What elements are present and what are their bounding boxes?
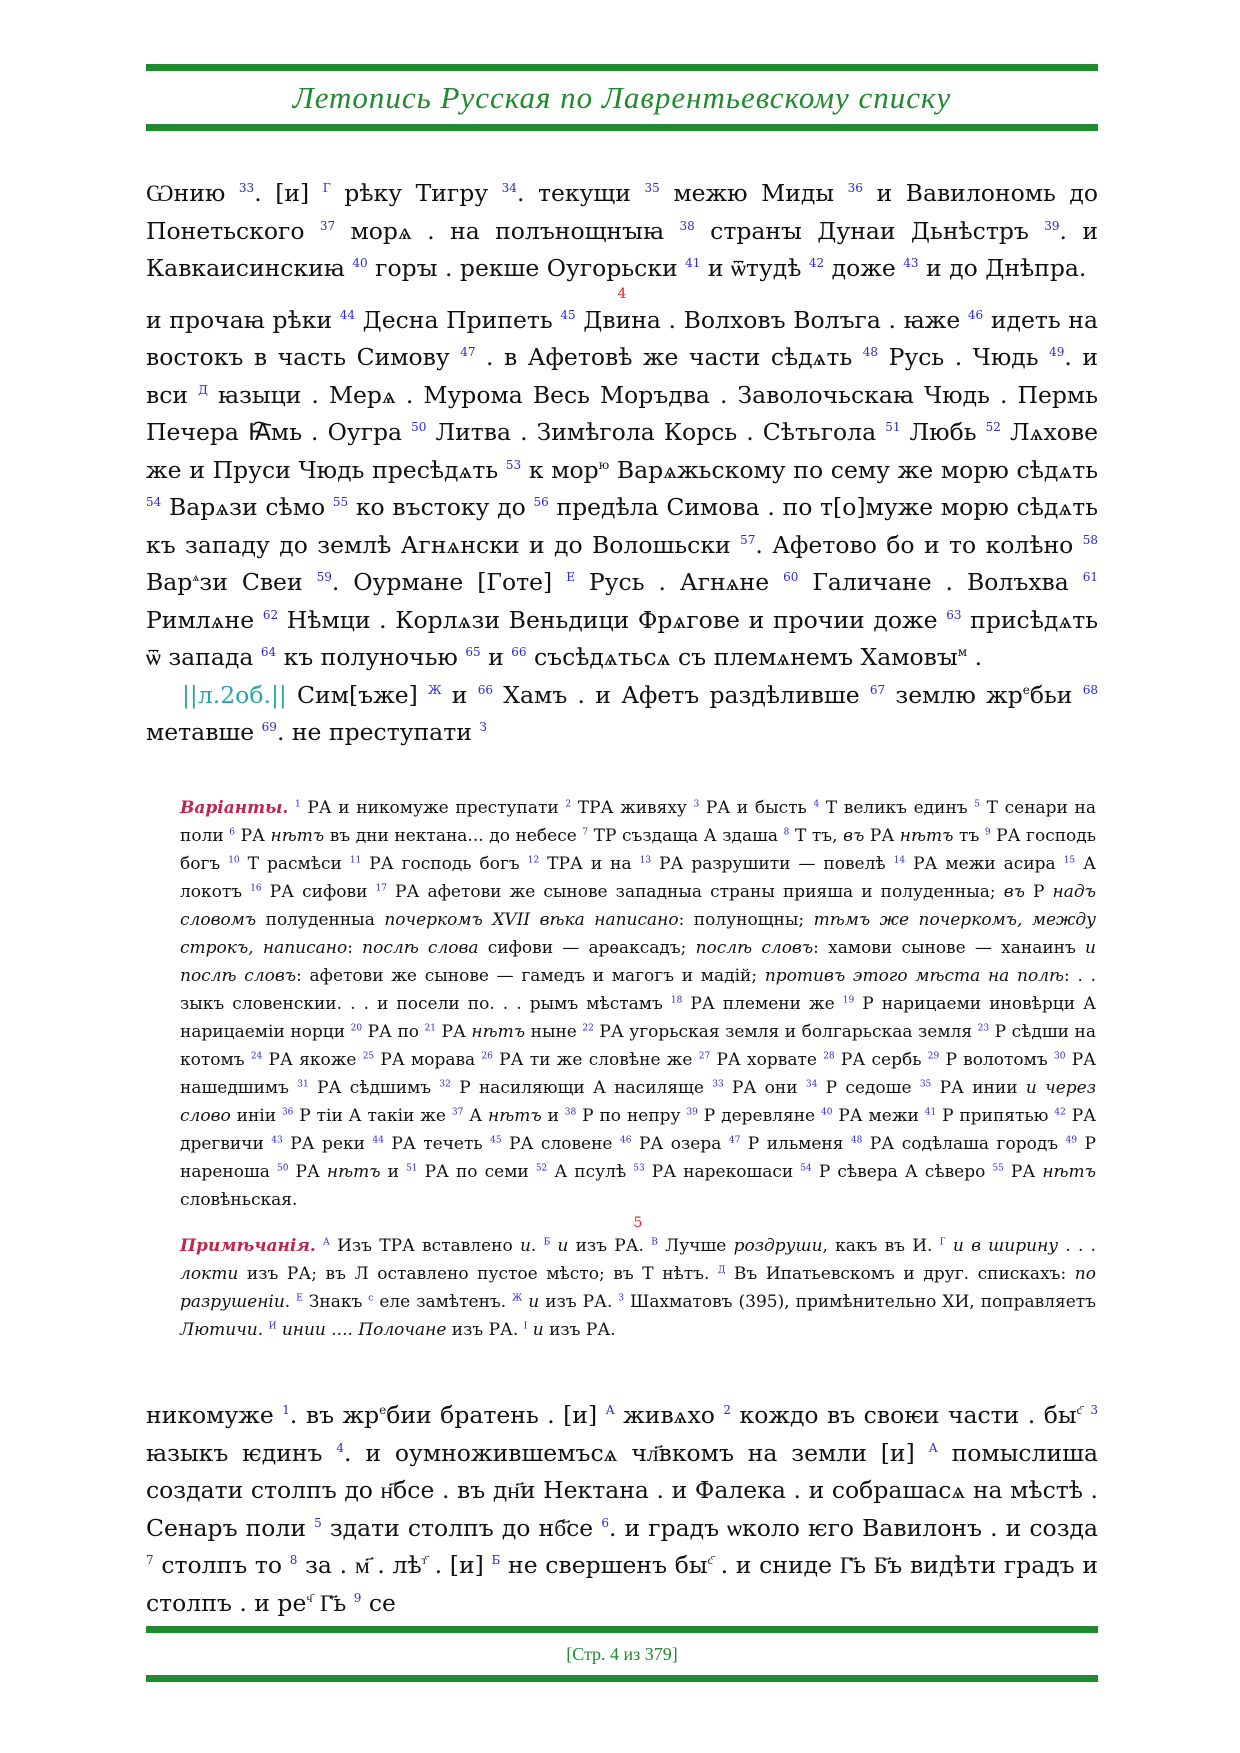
variants-block: Варіанты. $^1$ РА и никомуже преступати $^2$ ТРА живяху $^3$ РА и бысть $^4$ Т великъ единъ $^5$ Т сенари на поли $^6$ РА нѣтъ въ дни нектана... до небесе $^7$ ТР създаща А здаша $^8$ Т тъ, въ РА нѣтъ тъ $^9$ РА господь богъ $^{10}$ Т расмѣси $^{11}$ РА господь богъ $^{12}$ ТРА и на $^{13}$ РА разрушити — повелѣ $^{14}$ РА межи асира $^{15}$ А локотъ $^{16}$ РА сифови $^{17}$ РА афетови же сынове западныа страны прияша и полуденныа; въ Р надъ словомъ полуденныа почеркомъ XVII вѣка написано: полунощны; тѣмъ же почеркомъ, между строкъ, написано: послѣ слова сифови — арѳаксадъ; послѣ словъ: хамови сынове — ханаинъ и послѣ словъ: афетови же сынове — гамедъ и магогъ и мадій; противъ этого мѣста на полѣ: . . зыкъ словенскии. . . и посели по. . . рымъ мѣстамъ $^{18}$ РА племени же $^{19}$ Р нарицаеми иновѣрци А нарицаеміи норци $^{20}$ РА по $^{21}$ РА нѣтъ ныне $^{22}$ РА угорьская земля и болгарьскаа земля $^{23}$ Р сѣдши на котомъ $^{24}$ РА якоже $^{25}$ РА морава $^{26}$ РА ти же словѣне же $^{27}$ РА хорвате $^{28}$ РА сербь $^{29}$ Р волотомъ $^{30}$ РА нашедшимъ $^{31}$ РА сѣдшимъ $^{32}$ Р насиляющи А насиляще $^{33}$ РА они $^{34}$ Р седоше $^{35}$ РА инии и через слово иніи $^{36}$ Р тіи А такіи же $^{37}$ А нѣтъ и $^{38}$ Р по непру $^{39}$ Р деревляне $^{40}$ РА межи $^{41}$ Р припятью $^{42}$ РА дрегвичи $^{43}$ РА реки $^{44}$ РА течеть $^{45}$ РА словене $^{46}$ РА озера $^{47}$ Р ильменя $^{48}$ РА содѣлаша городъ $^{49}$ Р нареноша $^{50}$ РА нѣтъ и $^{51}$ РА по семи $^{52}$ А псулѣ $^{53}$ РА нарекошаси $^{54}$ Р сѣвера А сѣверо $^{55}$ РА нѣтъ словѣньская. 5 Примѣчанія. $^А$ Изъ ТРА вставлено и. $^Б$ и изъ РА. $^В$ Лучше роздруши, какъ въ И. $^Г$ и в ширину . . . локти изъ РА; въ Л оставлено пустое мѣсто; въ Т нѣтъ. $^Д$ Въ Ипатьевскомъ и друг. спискахъ: по разрушеніи. $^Е$ Знакъ $^с$ еле замѣтенъ. $^Ж$ и изъ РА. $^З$ Шахматовъ (395), примѣнительно ХИ, поправляетъ Лютичи. $^И$ инии .... Полочане изъ РА. $^І$ и изъ РА. xyxy=(180,798,1097,1340)
page-marker: 5 xyxy=(633,1215,643,1231)
folio-reference: ||л.2об.|| xyxy=(182,680,287,709)
chronicle-text-lower: никомуже $^1$. въ $жр^ебии$ братень . [и] $^А$ живѧхо $^2$ кождо въ своѥи части . $бы^{с҃}$ $^3$ ꙗзыкъ ѥдинъ $^4$. и оумножившемъсѧ чл҃вкомъ на земли [и] $^А$ помыслиша создати столпъ до н҃бсе . въ дн҃и Нектана . и Фалека . и собрашасѧ на мѣстѣ . Сенаръ поли $^5$ здати столпъ до нб҃се $^6$. и градъ ѡколо ѥго Вавилонъ . и созда $^7$ столпъ то $^8$ за . м҃ . $лѣ^{т҃}$ . [и] $^Б$ не свершенъ $бы^{с҃}$ . и сниде Г҃ь Б҃ъ видѣти градъ и столпъ . и $ре^{ч҃}$ Г҃ь $^9$ се xyxy=(146,1401,1099,1617)
header-rule-top xyxy=(146,64,1098,71)
page-marker: 4 xyxy=(617,285,627,302)
header-rule-bottom xyxy=(146,124,1098,131)
footer-rule-top xyxy=(146,1626,1098,1633)
variants-label: Варіанты. xyxy=(180,798,289,818)
notes-label: Примѣчанія. xyxy=(180,1236,316,1256)
page-number: [Стр. 4 из 379] xyxy=(566,1644,678,1664)
footer-rule-bottom xyxy=(146,1675,1098,1682)
running-title: Летопись Русская по Лаврентьевскому списку xyxy=(292,80,952,115)
chronicle-text-upper: Ѡнию $^{33}$. [и] $^Г$ рѣку Тигру $^{34}$. текущи $^{35}$ межю Миды $^{36}$ и Вавилономь до Понетьского $^{37}$ морѧ . на полънощнꙑꙗ $^{38}$ странꙑ Дунаи Дьнѣстръ $^{39}$. и Кавкаисинскиꙗ $^{40}$ горꙑ . рекше Оугорьски $^{41}$ и ѿтудѣ $^{42}$ доже $^{43}$ и до Днѣпра. 4 и прочаꙗ рѣки $^{44}$ Десна Припеть $^{45}$ Двина . Волховъ Волъга . ꙗже $^{46}$ идеть на востокъ в часть Симову $^{47}$ . в Афетовѣ же части сѣдѧть $^{48}$ Русь . Чюдь $^{49}$. и вси $^Д$ ꙗзыци . Мерѧ . Мурома Весь Моръдва . Заволочьскаꙗ Чюдь . Пермь Печера Ꙗ҇мь . Оугра $^{50}$ Литва . Зимѣгола Корсь . Сѣтьгола $^{51}$ Любь $^{52}$ Лѧхове же и Пруси Чюдь пресѣдѧть $^{53}$ к мор$^ю$ Варѧжьскому по сему же морю сѣдѧть $^{54}$ Варѧзи сѣмо $^{55}$ ко въстоку до $^{56}$ предѣла Симова . по т[о]муже морю сѣдѧть къ западу до землѣ Агнѧнски и до Волошьски $^{57}$. Афетово бо и то колѣно $^{58}$ Вар$^ѧ$зи Свеи $^{59}$. Оурмане [Готе] $^Е$ Русь . Агнѧне $^{60}$ Галичане . Волъхва $^{61}$ Римлѧне $^{62}$ Нѣмци . Корлѧзи Веньдици Фрѧгове и прочии доже $^{63}$ присѣдѧть ѿ запада $^{64}$ къ полуночью $^{65}$ и $^{66}$ съсѣдѧтьсѧ съ племѧнемъ Хамовꙑ$^м$ . ||л.2об.|| Сим[ъже] $^Ж$ и $^{66}$ Хамъ . и Афетъ раздѣливше $^{67}$ землю $жр^ебьи$ $^{68}$ метавше $^{69}$. не преступати $^З$ xyxy=(146,179,1099,746)
